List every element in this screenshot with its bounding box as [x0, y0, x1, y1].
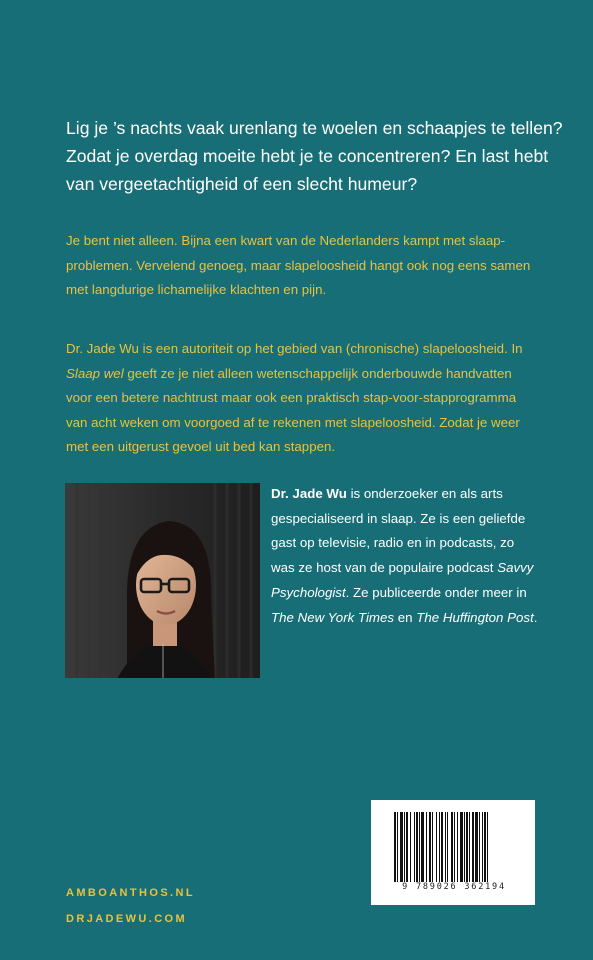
podcast-title: Psychologist	[271, 584, 346, 600]
barcode-bar	[447, 812, 448, 882]
barcode-bar	[460, 812, 463, 882]
bio-text: . Ze publiceerde onder meer in	[345, 584, 527, 600]
barcode-bar	[426, 812, 427, 882]
barcode-bar	[469, 812, 470, 882]
barcode-bar	[441, 812, 443, 882]
bio-line: gast op televisie, radio en in podcasts, zo	[271, 535, 515, 551]
barcode-bar	[445, 812, 446, 882]
barcode-bar	[406, 812, 408, 882]
author-photo	[65, 483, 260, 678]
barcode-bar	[432, 812, 433, 882]
barcode-bar	[484, 812, 486, 882]
barcode-bar	[429, 812, 431, 882]
barcode-bars	[394, 812, 512, 882]
paragraph-line: met langdurige lichamelijke klachten en pijn.	[66, 282, 327, 298]
publication-title: The New York Times	[271, 609, 395, 625]
bio-text: is onderzoeker en als arts	[346, 486, 503, 501]
paragraph-line: van acht weken om voorgoed af te rekenen met slapeloosheid. Zodat je weer	[66, 414, 520, 430]
barcode-bar	[414, 812, 415, 882]
barcode-bar	[479, 812, 480, 882]
intro-paragraph	[66, 229, 534, 303]
bio-line	[271, 606, 538, 631]
barcode-bar	[487, 812, 488, 882]
barcode-bar	[482, 812, 483, 882]
podcast-title: Savvy	[497, 560, 534, 576]
author-name: Dr. Jade Wu	[271, 486, 347, 501]
publisher-website-link[interactable]: AMBOANTHOS.NL	[66, 887, 195, 899]
barcode-bar	[472, 812, 474, 882]
headline-line: Zodat je overdag moeite hebt je te concentreren? En last hebt	[66, 146, 549, 166]
barcode-bar	[416, 812, 418, 882]
barcode-bar	[397, 812, 398, 882]
barcode-bar	[466, 812, 468, 882]
back-cover-headline	[66, 114, 563, 198]
barcode-bar	[404, 812, 405, 882]
barcode-bar	[410, 812, 411, 882]
headline-line: Lig je ’s nachts vaak urenlang te woelen en schaapjes te tellen?	[66, 118, 563, 138]
barcode-bar	[475, 812, 478, 882]
barcode-bar	[439, 812, 440, 882]
barcode-bar	[436, 812, 437, 882]
bio-line	[271, 482, 533, 507]
paragraph-line: Dr. Jade Wu is een autoriteit op het gebied van (chronische) slapeloosheid. In	[66, 341, 523, 356]
bio-line: gespecialiseerd in slaap. Ze is een geliefde	[271, 510, 526, 526]
bio-text: en	[394, 609, 417, 625]
barcode-bar	[451, 812, 453, 882]
paragraph-line: Je bent niet alleen. Bijna een kwart van de Nederlanders kampt met slaap-	[66, 233, 506, 248]
bio-text: was ze host van de populaire podcast	[271, 560, 498, 576]
isbn-number: 9 789026 362194	[402, 882, 506, 892]
bio-line	[271, 556, 533, 581]
bio-text: .	[533, 609, 538, 625]
headline-line: van vergeetachtigheid of een slecht humeur?	[66, 174, 418, 194]
barcode-bar	[394, 812, 396, 882]
author-bio	[271, 482, 538, 630]
barcode-bar	[454, 812, 455, 882]
bio-line	[271, 581, 533, 606]
paragraph-line	[66, 362, 534, 387]
barcode-bar	[464, 812, 465, 882]
barcode	[371, 800, 535, 905]
paragraph-line: voor een betere nachtrust maar ook een praktisch stap-voor-stapprogramma	[66, 390, 517, 406]
barcode-bar	[419, 812, 420, 882]
paragraph-line: problemen. Vervelend genoeg, maar slapeloosheid hangt ook nog eens samen	[66, 257, 531, 273]
barcode-bar	[421, 812, 424, 882]
paragraph-line: met een uitgerust gevoel uit bed kan stappen.	[66, 439, 336, 455]
book-description-paragraph	[66, 337, 534, 460]
paragraph-text: geeft ze je niet alleen wetenschappelijk onderbouwde handvatten	[123, 365, 512, 381]
publication-title: The Huffington Post	[416, 609, 534, 625]
author-website-link[interactable]: DRJADEWU.COM	[66, 913, 188, 925]
barcode-bar	[457, 812, 458, 882]
book-title: Slaap wel	[66, 365, 124, 381]
barcode-bar	[400, 812, 403, 882]
website-links	[66, 880, 195, 932]
